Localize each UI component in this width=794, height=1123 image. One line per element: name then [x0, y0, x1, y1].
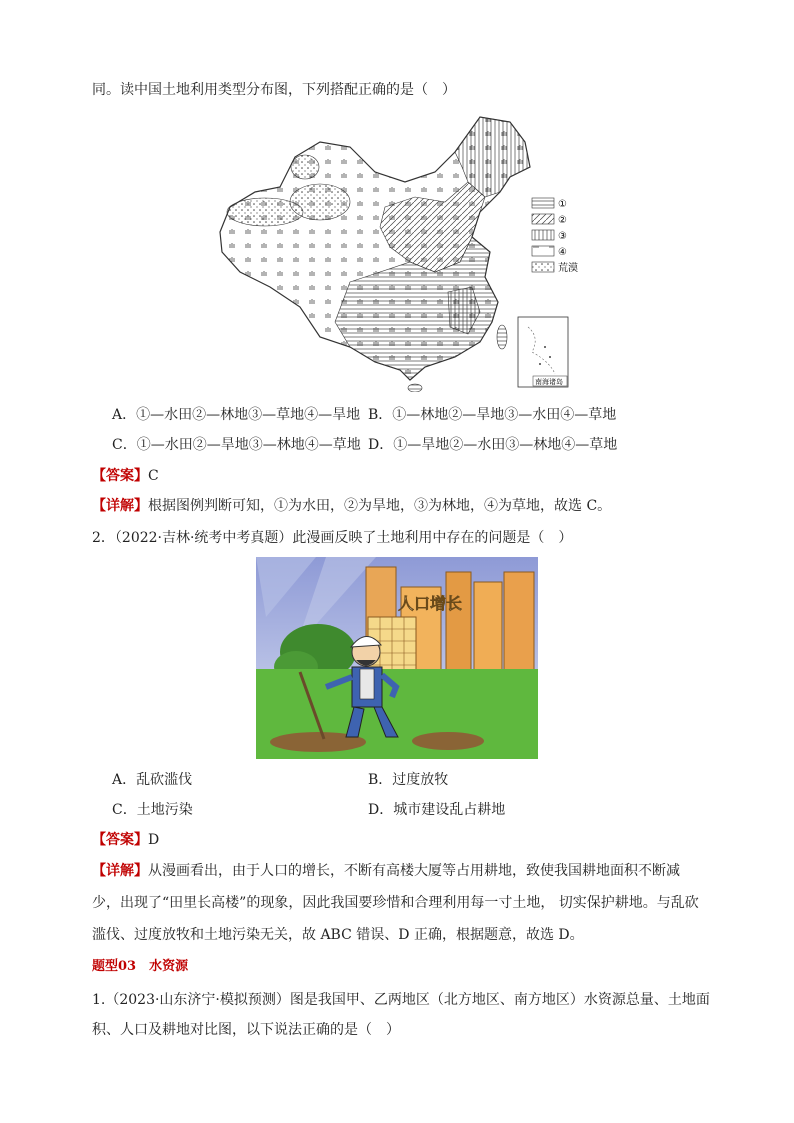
- q1-detail: 【详解】根据图例判断可知，①为水田，②为旱地，③为林地，④为草地，故选 C。: [92, 498, 612, 514]
- map-desert-north: [290, 184, 350, 220]
- q1-option-c: C．①—水田②—旱地③—林地④—草地: [112, 437, 361, 453]
- legend-3: ③: [558, 231, 567, 242]
- legend-1: ①: [558, 199, 567, 210]
- q3-stem-line-1: 1.（2023·山东济宁·模拟预测）图是我国甲、乙两地区（北方地区、南方地区）水资源总量、土地面: [92, 992, 710, 1008]
- legend-2: ②: [558, 215, 567, 226]
- q2-option-a: A．乱砍滥伐: [112, 772, 193, 788]
- map-inset-south-china-sea: [518, 317, 568, 387]
- cartoon-building: [446, 572, 471, 672]
- legend-4: ④: [558, 247, 567, 258]
- cartoon-building: [504, 572, 534, 677]
- china-land-use-map: [210, 112, 580, 392]
- q1-answer: 【答案】C: [92, 468, 159, 484]
- q2-detail-line-3: 滥伐、过度放牧和土地污染无关，故 ABC 错误、D 正确，根据题意，故选 D。: [92, 927, 584, 943]
- cartoon-label: 人口增长: [398, 594, 463, 613]
- q2-option-c: C．土地污染: [112, 802, 193, 818]
- q1-option-b: B．①—林地②—旱地③—水田④—草地: [368, 407, 617, 423]
- land-use-cartoon: [256, 557, 538, 759]
- q1-option-d: D．①—旱地②—水田③—林地④—草地: [368, 437, 618, 453]
- q2-detail-line-1: 【详解】从漫画看出，由于人口的增长，不断有高楼大厦等占用耕地，致使我国耕地面积不断减: [92, 863, 680, 879]
- q2-answer: 【答案】D: [92, 832, 160, 848]
- q1-option-a: A．①—水田②—林地③—草地④—旱地: [112, 407, 361, 423]
- q2-stem: 2．（2022·吉林·统考中考真题）此漫画反映了土地利用中存在的问题是（ ）: [92, 530, 573, 546]
- q2-option-b: B．过度放牧: [368, 772, 449, 788]
- q2-detail-line-2: 少，出现了“田里长高楼”的现象，因此我国要珍惜和合理利用每一寸土地， 切实保护耕地。与乱砍: [92, 895, 699, 911]
- map-taiwan: [497, 325, 507, 349]
- map-desert-mid: [291, 155, 319, 179]
- q2-option-d: D．城市建设乱占耕地: [368, 802, 506, 818]
- map-hainan: [408, 384, 422, 392]
- q3-stem-line-2: 积、人口及耕地对比图，以下说法正确的是（ ）: [92, 1022, 400, 1038]
- cartoon-building: [474, 582, 502, 677]
- inset-label: 南海诸岛: [535, 378, 563, 386]
- q1-stem: 同。读中国土地利用类型分布图，下列搭配正确的是（ ）: [92, 82, 456, 98]
- legend-desert: 荒漠: [558, 263, 578, 274]
- map-legend: [532, 198, 578, 274]
- section-heading: 题型03 水资源: [92, 959, 189, 974]
